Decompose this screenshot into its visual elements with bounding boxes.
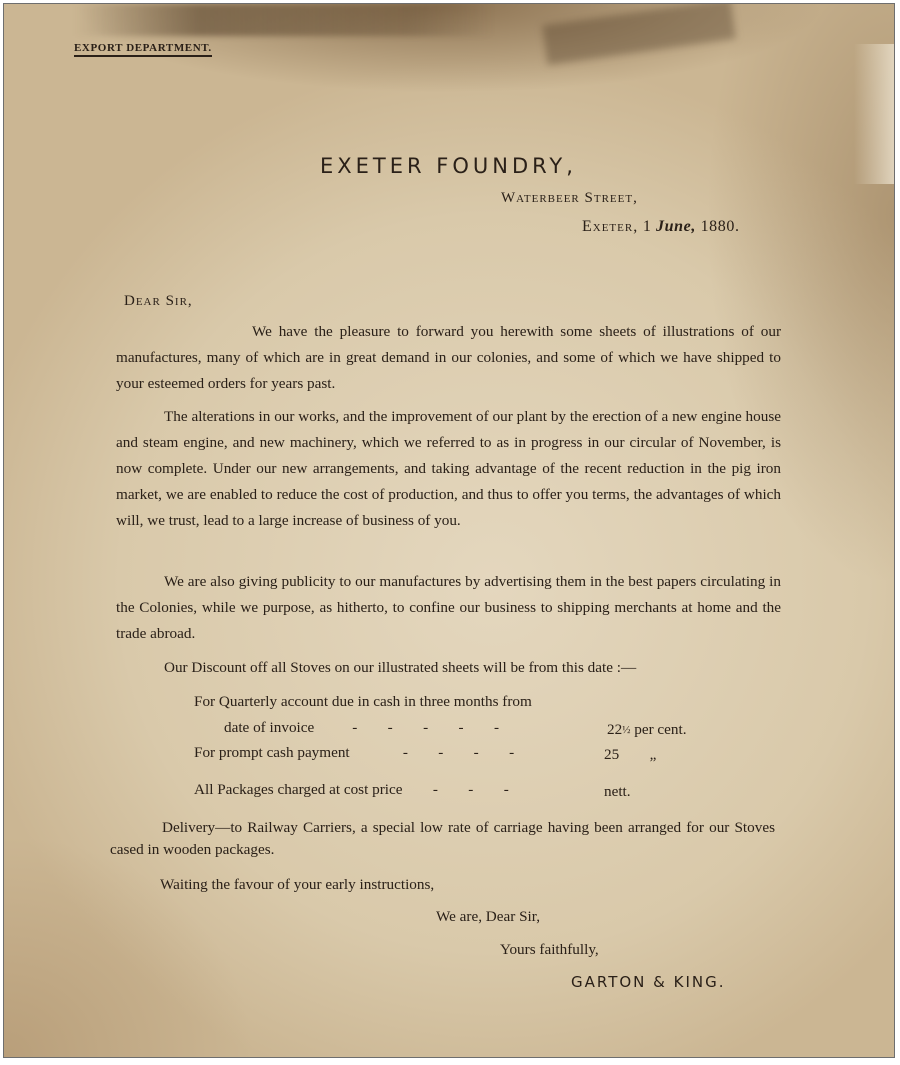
term-label: For prompt cash payment xyxy=(194,744,350,761)
paragraph: We are also giving publicity to our manufactures by advertising them in the best papers circulating in the Colonies, while we purpose, as hitherto, to confine our business to shipping merchants at home and the trade abroad. xyxy=(116,573,781,642)
signature: GARTON & KING. xyxy=(571,973,726,991)
torn-edge xyxy=(854,44,894,184)
discount-intro: Our Discount off all Stoves on our illustrated sheets will be from this date :— xyxy=(164,659,637,676)
term-value-int: 22 xyxy=(607,721,623,738)
paper-stain xyxy=(74,4,494,36)
term-value xyxy=(607,721,687,739)
salutation: Dear Sir, xyxy=(124,293,193,309)
paragraph: We have the pleasure to forward you herewith some sheets of illustrations of our manufactures, many of which are in great demand in our colonies, and some of which we have shipped to your esteemed orders for years past. xyxy=(116,323,781,392)
term-row xyxy=(194,781,509,799)
term-label: date of invoice xyxy=(224,719,315,736)
date-city: Exeter, xyxy=(582,218,639,235)
dot-leaders: - - - - - xyxy=(352,719,500,736)
document-frame xyxy=(3,3,895,1058)
dot-leaders: - - - - xyxy=(402,744,515,761)
firm-name: EXETER FOUNDRY, xyxy=(320,154,577,178)
term-label: All Packages charged at cost price xyxy=(194,781,403,798)
term-label: For Quarterly account due in cash in three months from xyxy=(194,693,532,710)
term-row xyxy=(194,744,514,762)
closing-line: We are, Dear Sir, xyxy=(436,908,541,925)
dateline xyxy=(582,218,740,236)
department-header: EXPORT DEPARTMENT. xyxy=(74,42,212,57)
term-value: 25 „ xyxy=(604,746,657,763)
street-address: Waterbeer Street, xyxy=(501,190,638,206)
valediction: Yours faithfully, xyxy=(500,941,599,958)
term-value-fraction: ½ xyxy=(622,724,631,736)
paragraph: The alterations in our works, and the improvement of our plant by the erection of a new engine house and steam engine, and new machinery, which we referred to as in progress in our circular of November, is now complete. Under our new arrangements, and taking advantage of the recent reduction in the pig iron market, we are enabled to reduce the cost of production, and thus to offer you terms, the advantages of which will, we trust, lead to a large increase of business of you. xyxy=(116,408,781,529)
delivery-paragraph: Delivery—to Railway Carriers, a special low rate of carriage having been arranged for our Stoves cased in wooden packages. xyxy=(110,819,775,858)
awaiting-line: Waiting the favour of your early instructions, xyxy=(160,876,435,893)
date-year: 1880. xyxy=(700,218,740,235)
term-label-continued xyxy=(224,719,499,737)
paper-stain xyxy=(542,3,736,65)
term-value: nett. xyxy=(604,783,631,800)
letter-page xyxy=(4,4,894,1057)
date-month: June, xyxy=(656,218,696,235)
term-value-suffix: per cent. xyxy=(630,721,687,738)
dot-leaders: - - - xyxy=(432,781,509,798)
date-day: 1 xyxy=(642,218,652,235)
